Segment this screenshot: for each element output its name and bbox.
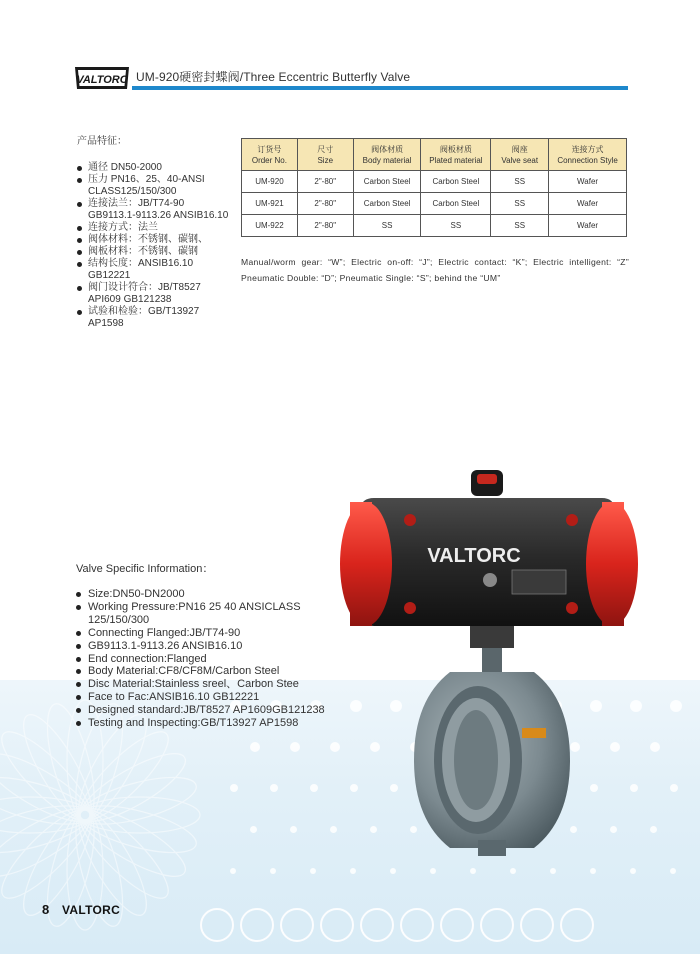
list-item-text: Connecting Flanged:JB/T74-90 [88, 626, 241, 639]
list-item-text-cont: GB121238 [272, 704, 325, 717]
features-zh-title: 产品特征： [77, 136, 127, 147]
operator-code-note: Manual/worm gear: “W”; Electric on-off: “J”; Electric contact: “K”; Electric intelligent: “Z” Pneumatic Double: “D”; Pneumatic Single: “S”; behind the “UM” [241, 257, 629, 283]
column-header: 订货号 Order No. [242, 139, 298, 171]
list-item [77, 246, 247, 258]
page-title: UM-920硬密封蝶阀/Three Eccentric Butterfly Valve [136, 70, 411, 84]
cell-body-material: SS [353, 215, 421, 237]
list-item-text-cont: GB9113.1-9113.26 ANSIB16.10 [88, 210, 229, 221]
spec-table [241, 138, 627, 237]
list-item [76, 588, 336, 601]
features-en-title: Valve Specific Information： [76, 563, 214, 575]
list-item-text: 连接方式：法兰 [88, 222, 158, 233]
header-rule [132, 86, 628, 90]
list-item-text: Face to Fac:ANSIB16.10 GB12221 [88, 691, 260, 704]
list-item [76, 678, 336, 691]
decor-dot [270, 868, 276, 874]
decor-dot [250, 742, 260, 752]
list-item-text: Disc Material:Stainless sreel、Carbon Stee [88, 678, 299, 691]
decor-dot [270, 784, 278, 792]
list-item-text: 阀体材料：不锈钢、碳钢、 [88, 234, 208, 245]
cell-valve-seat: SS [491, 215, 549, 237]
list-item-text: 连接法兰：JB/T74-90 [88, 198, 185, 209]
decor-dot [390, 868, 396, 874]
cell-order-no: UM-921 [242, 193, 298, 215]
decor-dot [650, 826, 657, 833]
cell-connection-style: Wafer [549, 171, 627, 193]
cell-valve-seat: SS [491, 193, 549, 215]
table-header-row [242, 139, 627, 171]
list-item [77, 282, 247, 306]
list-item-text: Designed standard:JB/T8527 AP1609 [88, 704, 273, 717]
cell-valve-seat: SS [491, 171, 549, 193]
list-item [76, 653, 336, 666]
column-header: 连接方式 Connection Style [549, 139, 627, 171]
cell-order-no: UM-920 [242, 171, 298, 193]
flower-petal [69, 721, 179, 831]
table-row [242, 193, 627, 215]
page-number: 8 [42, 902, 50, 917]
cell-size: 2"-80" [297, 193, 353, 215]
decor-dot [470, 868, 476, 874]
list-item [76, 717, 336, 730]
flower-petal [69, 799, 179, 909]
list-item-text-cont: API609 GB121238 [88, 294, 172, 305]
list-item-text: End connection:Flanged [88, 652, 207, 665]
list-item-text-cont: AP1598 [88, 318, 124, 329]
decor-dot [330, 742, 340, 752]
svg-text:VALTORC: VALTORC [427, 545, 521, 567]
list-item [77, 174, 247, 198]
list-item [76, 640, 336, 653]
product-features-zh [77, 136, 247, 330]
cell-body-material: Carbon Steel [353, 193, 421, 215]
list-item [77, 222, 247, 234]
list-item-text: 结构长度：ANSIB16.10 [88, 258, 194, 269]
decor-dot [290, 826, 297, 833]
decor-dot [670, 868, 676, 874]
svg-text:VALTORC: VALTORC [76, 74, 128, 86]
decor-dot [650, 742, 660, 752]
valtorc-logo [74, 64, 130, 92]
list-item [77, 306, 247, 330]
list-item-text: 通径 DN50-2000 [88, 162, 162, 173]
decor-dot [310, 784, 318, 792]
list-item [76, 691, 336, 704]
decor-dot [670, 700, 682, 712]
decor-dot [550, 868, 556, 874]
decor-dot [630, 868, 636, 874]
cell-connection-style: Wafer [549, 215, 627, 237]
cell-connection-style: Wafer [549, 193, 627, 215]
list-item-text: 压力 PN16、25、40-ANSI [88, 174, 205, 185]
list-item [77, 234, 247, 246]
list-item [77, 258, 247, 282]
decor-dot [670, 784, 678, 792]
decorative-rings [200, 908, 594, 942]
features-zh-list [77, 162, 247, 330]
list-item-text: Body Material:CF8/CF8M/Carbon Steel [88, 665, 280, 678]
cell-body-material: Carbon Steel [353, 171, 421, 193]
list-item [76, 665, 336, 678]
decor-dot [250, 826, 257, 833]
list-item-text-cont: GB12221 [88, 270, 131, 281]
list-item [76, 601, 336, 627]
list-item-text: Size:DN50-DN2000 [88, 588, 185, 600]
decor-dot [430, 868, 436, 874]
product-features-en [76, 588, 336, 730]
decor-dot [510, 868, 516, 874]
list-item [77, 198, 247, 222]
cell-size: 2"-80" [297, 171, 353, 193]
list-item-text: 试验和检验：GB/T13927 [88, 306, 200, 317]
table-row [242, 215, 627, 237]
list-item-text-cont: CLASS125/150/300 [88, 186, 177, 197]
cell-plated-material: SS [421, 215, 491, 237]
table-row [242, 171, 627, 193]
list-item-text-cont: CLASS 125/150/300 [88, 600, 301, 626]
list-item [77, 162, 247, 174]
list-item-text: Working Pressure:PN16 25 40 ANSI [88, 600, 265, 613]
column-header: 尺寸 Size [297, 139, 353, 171]
list-item [76, 627, 336, 640]
cell-size: 2"-80" [297, 215, 353, 237]
column-header: 阀板材质 Plated material [421, 139, 491, 171]
decor-dot [330, 826, 337, 833]
cell-order-no: UM-922 [242, 215, 298, 237]
features-en-list [76, 588, 336, 730]
decor-dot [290, 742, 300, 752]
footer-brand: VALTORC [62, 903, 121, 917]
butterfly-valve-photo [340, 460, 640, 860]
cell-plated-material: Carbon Steel [421, 193, 491, 215]
list-item [76, 704, 336, 717]
decor-dot [230, 784, 238, 792]
decor-dot [590, 868, 596, 874]
column-header: 阀座 Valve seat [491, 139, 549, 171]
decor-dot [310, 868, 316, 874]
list-item-text: GB9113.1-9113.26 ANSIB16.10 [88, 639, 243, 652]
decor-dot [350, 868, 356, 874]
column-header: 阀体材质 Body material [353, 139, 421, 171]
list-item-text: 阀板材料：不锈钢、碳钢 [88, 246, 198, 257]
list-item-text: 阀门设计符合：JB/T8527 [88, 282, 201, 293]
cell-plated-material: Carbon Steel [421, 171, 491, 193]
list-item-text: Testing and Inspecting:GB/T13927 AP1598 [88, 717, 299, 730]
decor-dot [230, 868, 236, 874]
